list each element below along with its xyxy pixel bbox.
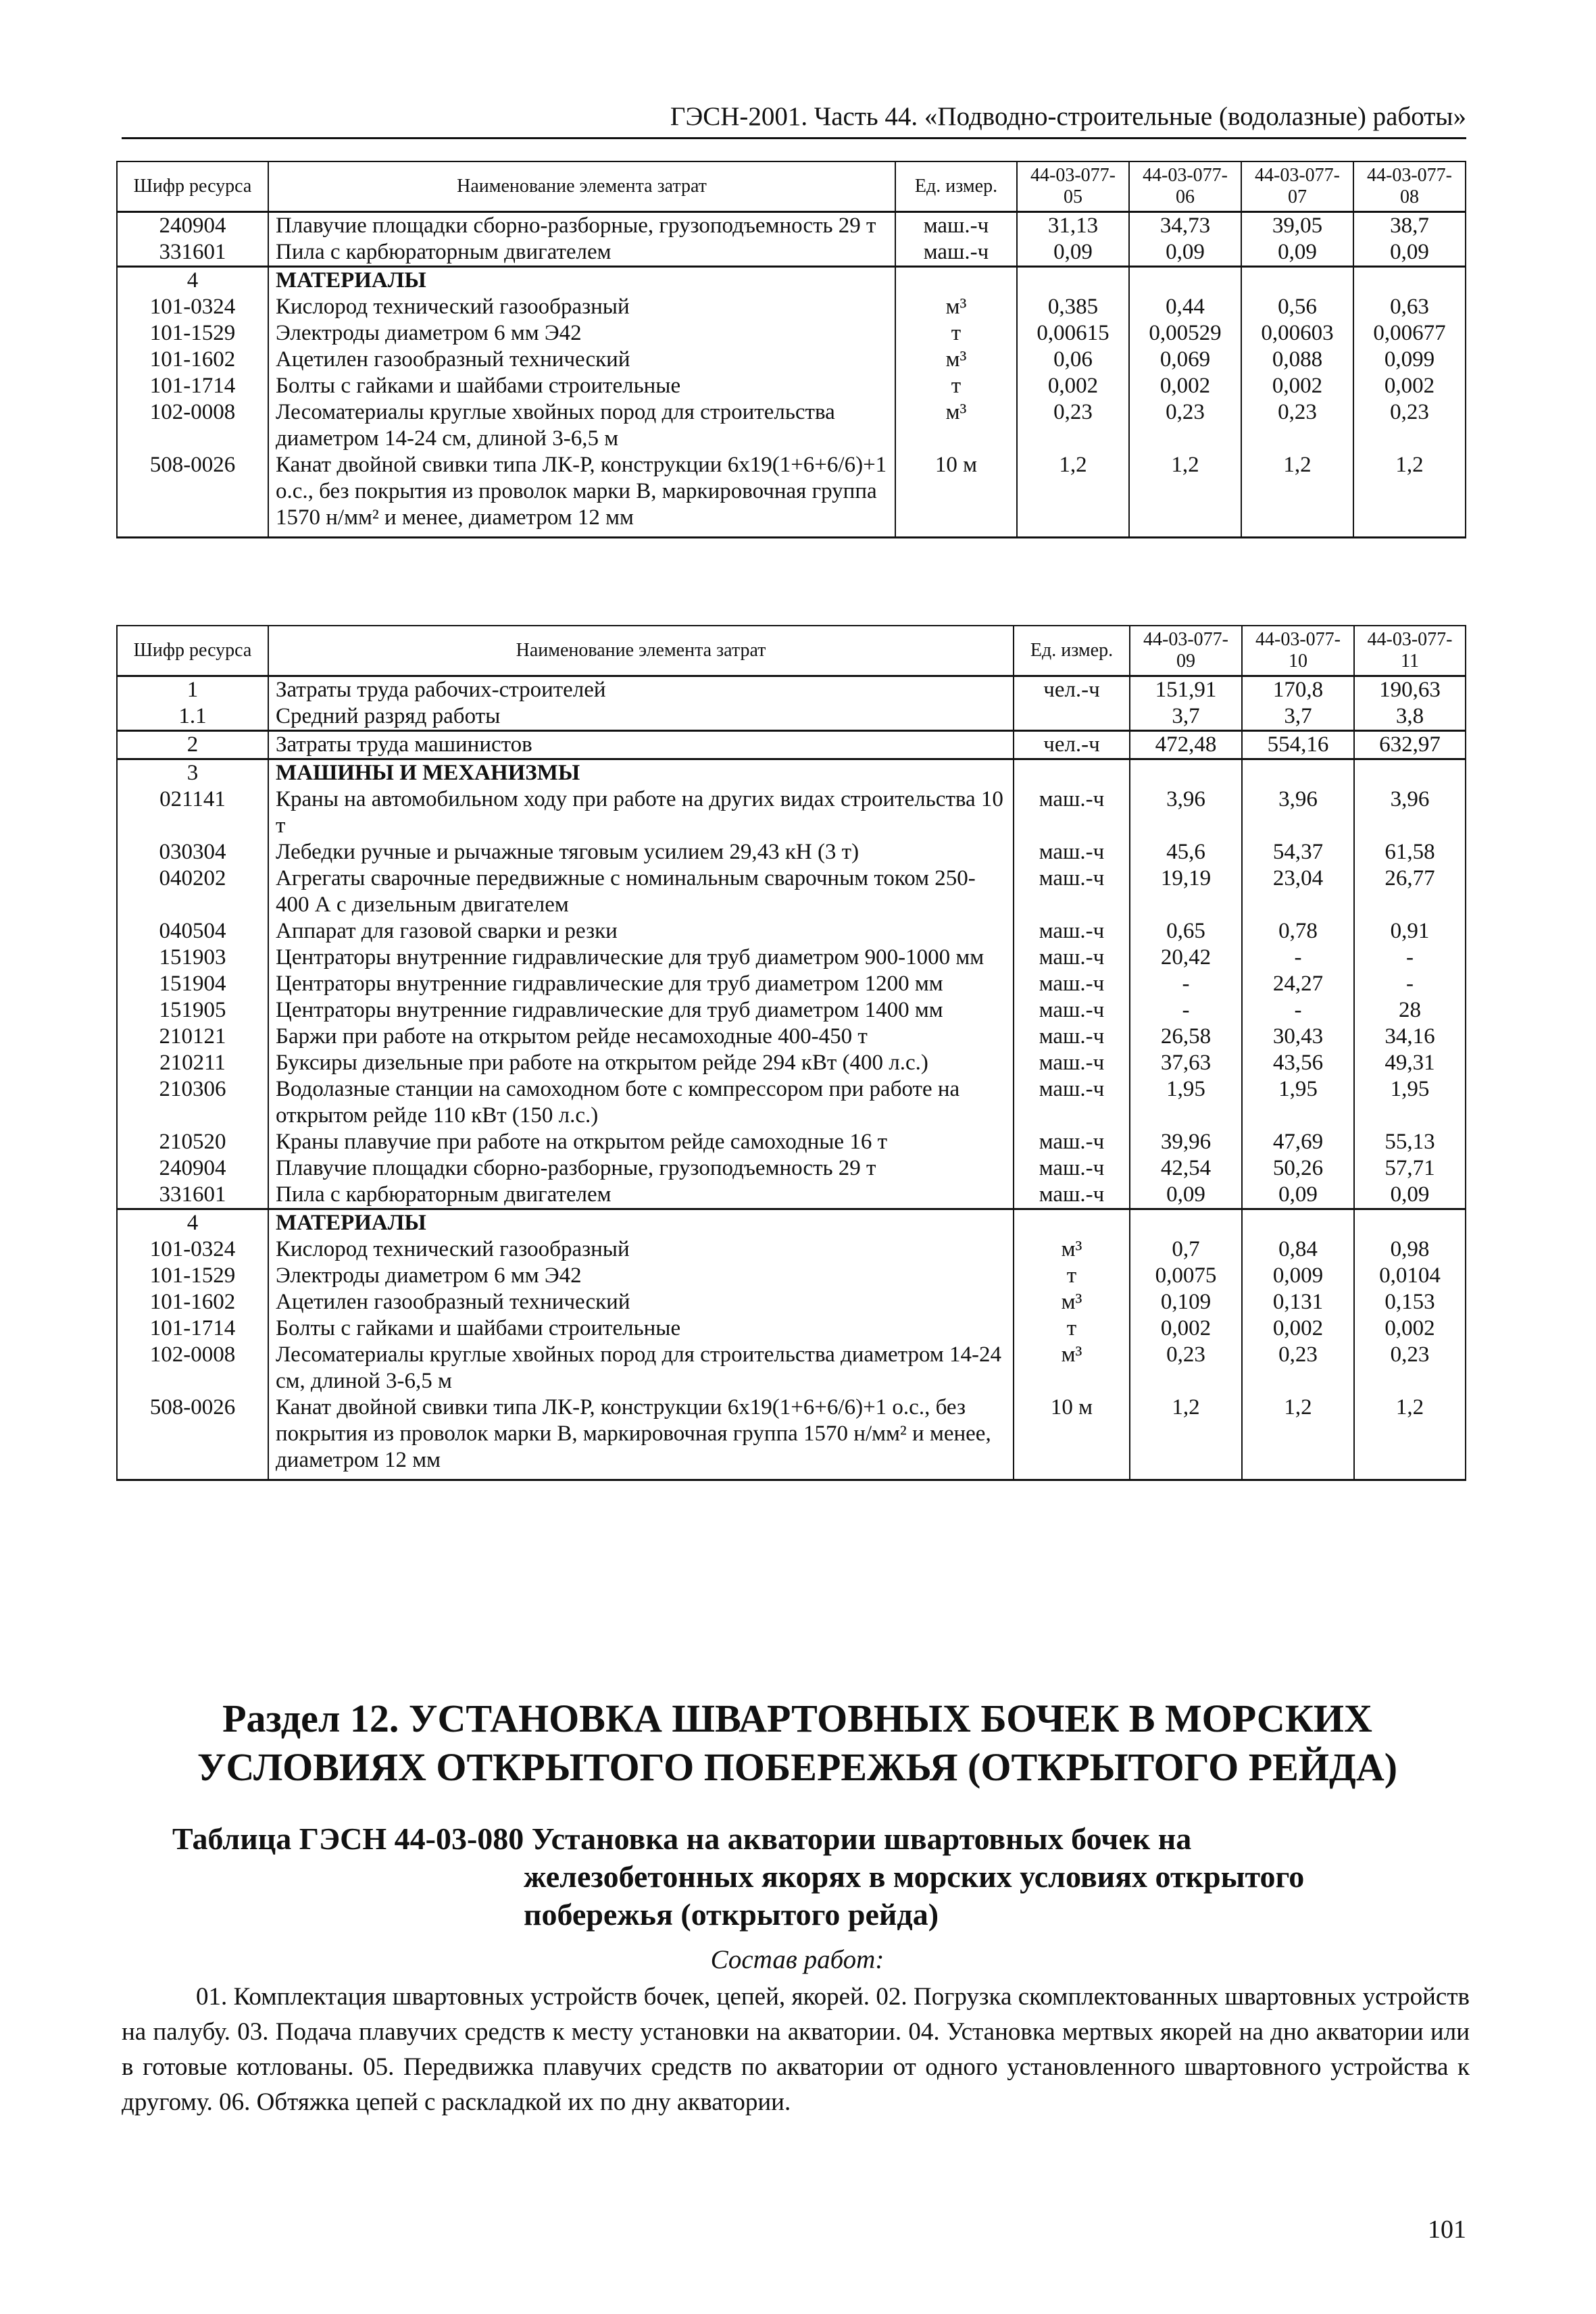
table-title	[172, 1820, 1456, 1934]
cell-norm-value: 1,95	[1354, 1076, 1466, 1129]
cell-norm-value	[1242, 759, 1354, 787]
cell-unit: т	[1014, 1315, 1130, 1342]
cell-norm-value: -	[1354, 945, 1466, 971]
cell-norm-value: 0,002	[1241, 373, 1353, 399]
cell-norm-value	[1017, 267, 1129, 295]
cell-norm-value: 0,109	[1130, 1289, 1242, 1315]
cell-resource-name: Болты с гайками и шайбами строительные	[268, 1315, 1014, 1342]
cell-norm-value: 0,06	[1017, 347, 1129, 373]
cell-norm-value: 0,002	[1129, 373, 1241, 399]
cell-resource-name: МАТЕРИАЛЫ	[268, 267, 895, 295]
cell-unit: 10 м	[1014, 1394, 1130, 1480]
cell-norm-value: 1,2	[1017, 452, 1129, 538]
cell-norm-value: -	[1130, 997, 1242, 1024]
cell-norm-value: 3,8	[1354, 703, 1466, 731]
cell-norm-value: 0,09	[1242, 1182, 1354, 1209]
table-row	[117, 839, 1466, 865]
cell-unit	[895, 267, 1017, 295]
cell-norm-value: 0,78	[1242, 918, 1354, 945]
cell-resource-code: 151903	[117, 945, 268, 971]
cell-resource-name: Электроды диаметром 6 мм Э42	[268, 320, 895, 347]
cell-norm-value: 38,7	[1353, 212, 1466, 240]
cell-unit	[1014, 703, 1130, 731]
cell-resource-name: Аппарат для газовой сварки и резки	[268, 918, 1014, 945]
cell-norm-value: 0,09	[1241, 239, 1353, 267]
cell-unit: м³	[1014, 1236, 1130, 1263]
cell-norm-value: 0,09	[1354, 1182, 1466, 1209]
cell-unit: маш.-ч	[1014, 1182, 1130, 1209]
cell-norm-value: 0,002	[1242, 1315, 1354, 1342]
cell-unit: маш.-ч	[1014, 865, 1130, 918]
cell-resource-code: 210211	[117, 1050, 268, 1076]
cell-norm-value: 0,009	[1242, 1263, 1354, 1289]
table-row	[117, 452, 1466, 538]
cell-resource-code: 040202	[117, 865, 268, 918]
cell-resource-name: Центраторы внутренние гидравлические для труб диаметром 1400 мм	[268, 997, 1014, 1024]
cell-norm-value	[1130, 759, 1242, 787]
cell-norm-value: -	[1354, 971, 1466, 997]
cell-norm-value: 31,13	[1017, 212, 1129, 240]
cell-norm-value: 0,23	[1129, 399, 1241, 452]
cell-norm-value: 0,84	[1242, 1236, 1354, 1263]
table-row	[117, 865, 1466, 918]
cell-unit: маш.-ч	[1014, 839, 1130, 865]
table-row	[117, 1182, 1466, 1209]
cell-norm-value: 0,56	[1241, 294, 1353, 320]
table-row	[117, 239, 1466, 267]
col-header-unit: Ед. измер.	[1014, 626, 1130, 676]
cell-norm-value: -	[1130, 971, 1242, 997]
cell-unit: м³	[895, 399, 1017, 452]
cell-norm-value: 45,6	[1130, 839, 1242, 865]
cell-resource-code: 101-0324	[117, 294, 268, 320]
cell-resource-name: Плавучие площадки сборно-разборные, грузоподъемность 29 т	[268, 1155, 1014, 1182]
cell-norm-value	[1354, 1209, 1466, 1237]
cell-resource-code: 508-0026	[117, 452, 268, 538]
cell-norm-value: 0,131	[1242, 1289, 1354, 1315]
table-row	[117, 1024, 1466, 1050]
col-header-code: Шифр ресурса	[117, 626, 268, 676]
cell-norm-value: 0,65	[1130, 918, 1242, 945]
cell-norm-value	[1353, 267, 1466, 295]
cell-unit: м³	[1014, 1342, 1130, 1394]
cell-resource-code: 331601	[117, 1182, 268, 1209]
cell-resource-name: Канат двойной свивки типа ЛК-Р, конструкции 6х19(1+6+6/6)+1 о.с., без покрытия из проволок марки В, маркировочная группа 1570 н/мм² и менее, диаметром 12 мм	[268, 452, 895, 538]
table-row	[117, 267, 1466, 295]
cell-norm-value: 0,09	[1017, 239, 1129, 267]
cell-norm-value: 190,63	[1354, 676, 1466, 704]
cell-resource-code: 101-0324	[117, 1236, 268, 1263]
cell-norm-value: 24,27	[1242, 971, 1354, 997]
cell-norm-value: 0,00529	[1129, 320, 1241, 347]
cell-resource-name: Буксиры дизельные при работе на открытом рейде 294 кВт (400 л.с.)	[268, 1050, 1014, 1076]
cell-unit: маш.-ч	[895, 239, 1017, 267]
cell-norm-value: 0,385	[1017, 294, 1129, 320]
cell-resource-code: 331601	[117, 239, 268, 267]
table-row	[117, 1209, 1466, 1237]
cell-resource-name: МАШИНЫ И МЕХАНИЗМЫ	[268, 759, 1014, 787]
cell-resource-code: 2	[117, 731, 268, 759]
cell-norm-value: 0,23	[1017, 399, 1129, 452]
table-row	[117, 971, 1466, 997]
cell-norm-value: 43,56	[1242, 1050, 1354, 1076]
cell-norm-value: 3,96	[1242, 786, 1354, 839]
cell-resource-name: Лесоматериалы круглые хвойных пород для строительства диаметром 14-24 см, длиной 3-6,5 м	[268, 1342, 1014, 1394]
cell-norm-value: 0,0104	[1354, 1263, 1466, 1289]
cell-norm-value: 0,23	[1130, 1342, 1242, 1394]
table-row	[117, 399, 1466, 452]
cell-norm-value: 55,13	[1354, 1129, 1466, 1155]
col-header-name: Наименование элемента затрат	[268, 626, 1014, 676]
cell-resource-name: Канат двойной свивки типа ЛК-Р, конструкции 6х19(1+6+6/6)+1 о.с., без покрытия из проволок марки В, маркировочная группа 1570 н/мм² и менее, диаметром 12 мм	[268, 1394, 1014, 1480]
cell-resource-code: 210306	[117, 1076, 268, 1129]
cell-norm-value	[1129, 267, 1241, 295]
cell-norm-value: 0,98	[1354, 1236, 1466, 1263]
cell-norm-value: 0,23	[1354, 1342, 1466, 1394]
cell-norm-value: 34,16	[1354, 1024, 1466, 1050]
cell-norm-value: 472,48	[1130, 731, 1242, 759]
cell-norm-value: 37,63	[1130, 1050, 1242, 1076]
cell-resource-code: 3	[117, 759, 268, 787]
cell-norm-value: 57,71	[1354, 1155, 1466, 1182]
cell-unit: т	[1014, 1263, 1130, 1289]
cell-norm-value: 28	[1354, 997, 1466, 1024]
cell-unit: маш.-ч	[1014, 945, 1130, 971]
cell-unit: м³	[895, 294, 1017, 320]
cell-norm-value	[1130, 1209, 1242, 1237]
cell-resource-code: 151904	[117, 971, 268, 997]
cell-resource-name: Ацетилен газообразный технический	[268, 1289, 1014, 1315]
table-row	[117, 1342, 1466, 1394]
cell-resource-name: Краны плавучие при работе на открытом рейде самоходные 16 т	[268, 1129, 1014, 1155]
cell-unit: маш.-ч	[1014, 971, 1130, 997]
table-row	[117, 1289, 1466, 1315]
cell-norm-value: -	[1242, 945, 1354, 971]
cell-resource-name: Затраты труда машинистов	[268, 731, 1014, 759]
cell-resource-name: Краны на автомобильном ходу при работе на других видах строительства 10 т	[268, 786, 1014, 839]
cell-unit: т	[895, 320, 1017, 347]
cell-resource-code: 021141	[117, 786, 268, 839]
cell-norm-value: 1,95	[1242, 1076, 1354, 1129]
col-header-code: Шифр ресурса	[117, 161, 268, 212]
work-composition-heading: Состав работ:	[710, 1945, 884, 1974]
table-header-row	[117, 161, 1466, 212]
cell-resource-name: Лесоматериалы круглые хвойных пород для строительства диаметром 14-24 см, длиной 3-6,5 м	[268, 399, 895, 452]
table-row	[117, 1050, 1466, 1076]
table-row	[117, 1129, 1466, 1155]
cell-resource-code: 101-1529	[117, 320, 268, 347]
table-row	[117, 347, 1466, 373]
cell-resource-name: Лебедки ручные и рычажные тяговым усилием 29,43 кН (3 т)	[268, 839, 1014, 865]
cell-norm-value: 0,09	[1129, 239, 1241, 267]
table-row	[117, 918, 1466, 945]
cell-norm-value: 1,2	[1130, 1394, 1242, 1480]
cell-resource-code: 1	[117, 676, 268, 704]
cell-norm-value: 1,95	[1130, 1076, 1242, 1129]
col-header-norm: 44-03-077-09	[1130, 626, 1242, 676]
col-header-norm: 44-03-077-10	[1242, 626, 1354, 676]
cell-resource-code: 101-1602	[117, 1289, 268, 1315]
cell-norm-value: 0,00603	[1241, 320, 1353, 347]
table-row	[117, 373, 1466, 399]
cell-norm-value: 3,7	[1242, 703, 1354, 731]
cell-norm-value	[1354, 759, 1466, 787]
cell-norm-value: 54,37	[1242, 839, 1354, 865]
resource-table-2	[116, 625, 1466, 1481]
cell-unit: маш.-ч	[1014, 997, 1130, 1024]
col-header-norm: 44-03-077-08	[1353, 161, 1466, 212]
cell-unit: м³	[895, 347, 1017, 373]
cell-norm-value: 1,2	[1129, 452, 1241, 538]
cell-norm-value: 0,44	[1129, 294, 1241, 320]
cell-unit: чел.-ч	[1014, 731, 1130, 759]
cell-unit: маш.-ч	[1014, 1024, 1130, 1050]
cell-norm-value: 34,73	[1129, 212, 1241, 240]
cell-norm-value: 0,002	[1017, 373, 1129, 399]
cell-resource-code: 030304	[117, 839, 268, 865]
cell-norm-value: 3,96	[1354, 786, 1466, 839]
cell-resource-code: 101-1714	[117, 373, 268, 399]
cell-norm-value: 0,09	[1130, 1182, 1242, 1209]
cell-resource-code: 4	[117, 1209, 268, 1237]
cell-norm-value: 49,31	[1354, 1050, 1466, 1076]
cell-resource-code: 102-0008	[117, 399, 268, 452]
cell-unit: маш.-ч	[1014, 786, 1130, 839]
cell-unit: 10 м	[895, 452, 1017, 538]
cell-norm-value: 42,54	[1130, 1155, 1242, 1182]
cell-norm-value: 0,00615	[1017, 320, 1129, 347]
cell-norm-value: 151,91	[1130, 676, 1242, 704]
cell-resource-name: Ацетилен газообразный технический	[268, 347, 895, 373]
cell-norm-value: 1,2	[1353, 452, 1466, 538]
cell-norm-value: 23,04	[1242, 865, 1354, 918]
cell-resource-name: Баржи при работе на открытом рейде несамоходные 400-450 т	[268, 1024, 1014, 1050]
cell-unit: маш.-ч	[1014, 918, 1130, 945]
table-row	[117, 676, 1466, 704]
cell-norm-value: 0,088	[1241, 347, 1353, 373]
cell-resource-code: 240904	[117, 1155, 268, 1182]
cell-norm-value: 47,69	[1242, 1129, 1354, 1155]
cell-norm-value: 0,153	[1354, 1289, 1466, 1315]
cell-resource-name: Кислород технический газообразный	[268, 1236, 1014, 1263]
cell-resource-code: 508-0026	[117, 1394, 268, 1480]
cell-norm-value: 3,7	[1130, 703, 1242, 731]
section-title: Раздел 12. УСТАНОВКА ШВАРТОВНЫХ БОЧЕК В МОРСКИХ УСЛОВИЯХ ОТКРЫТОГО ПОБЕРЕЖЬЯ (ОТКРЫТОГО РЕЙДА)	[197, 1696, 1398, 1789]
cell-unit: чел.-ч	[1014, 676, 1130, 704]
cell-norm-value: 1,2	[1354, 1394, 1466, 1480]
cell-norm-value: 0,63	[1353, 294, 1466, 320]
cell-norm-value: 20,42	[1130, 945, 1242, 971]
table-row	[117, 945, 1466, 971]
cell-resource-name: МАТЕРИАЛЫ	[268, 1209, 1014, 1237]
cell-resource-code: 210121	[117, 1024, 268, 1050]
cell-resource-name: Кислород технический газообразный	[268, 294, 895, 320]
table-row	[117, 759, 1466, 787]
cell-resource-name: Водолазные станции на самоходном боте с компрессором при работе на открытом рейде 110 кВт (150 л.с.)	[268, 1076, 1014, 1129]
cell-resource-name: Затраты труда рабочих-строителей	[268, 676, 1014, 704]
cell-norm-value: 170,8	[1242, 676, 1354, 704]
table-row	[117, 1236, 1466, 1263]
cell-norm-value: 0,91	[1354, 918, 1466, 945]
resource-table-1	[116, 161, 1466, 538]
cell-resource-name: Агрегаты сварочные передвижные с номинальным сварочным током 250-400 А с дизельным двигателем	[268, 865, 1014, 918]
cell-norm-value: 0,23	[1241, 399, 1353, 452]
cell-resource-code: 101-1714	[117, 1315, 268, 1342]
col-header-norm: 44-03-077-07	[1241, 161, 1353, 212]
cell-norm-value: 0,23	[1353, 399, 1466, 452]
table-header-row	[117, 626, 1466, 676]
table-row	[117, 1076, 1466, 1129]
table-row	[117, 320, 1466, 347]
cell-norm-value: -	[1242, 997, 1354, 1024]
cell-resource-code: 040504	[117, 918, 268, 945]
cell-norm-value: 19,19	[1130, 865, 1242, 918]
table-row	[117, 997, 1466, 1024]
cell-unit	[1014, 759, 1130, 787]
cell-resource-code: 210520	[117, 1129, 268, 1155]
cell-norm-value: 0,069	[1129, 347, 1241, 373]
cell-resource-code: 151905	[117, 997, 268, 1024]
cell-norm-value: 0,002	[1130, 1315, 1242, 1342]
cell-unit: т	[895, 373, 1017, 399]
cell-norm-value: 1,2	[1241, 452, 1353, 538]
cell-resource-name: Средний разряд работы	[268, 703, 1014, 731]
table-row	[117, 1394, 1466, 1480]
cell-unit	[1014, 1209, 1130, 1237]
cell-resource-name: Плавучие площадки сборно-разборные, грузоподъемность 29 т	[268, 212, 895, 240]
table-row	[117, 703, 1466, 731]
cell-unit: маш.-ч	[1014, 1155, 1130, 1182]
cell-norm-value: 39,05	[1241, 212, 1353, 240]
running-header: ГЭСН-2001. Часть 44. «Подводно-строительные (водолазные) работы»	[122, 101, 1466, 139]
cell-norm-value: 554,16	[1242, 731, 1354, 759]
cell-norm-value: 3,96	[1130, 786, 1242, 839]
cell-norm-value: 0,23	[1242, 1342, 1354, 1394]
cell-resource-name: Пила с карбюраторным двигателем	[268, 1182, 1014, 1209]
cell-norm-value	[1242, 1209, 1354, 1237]
work-composition-text: 01. Комплектация швартовных устройств бочек, цепей, якорей. 02. Погрузка скомплектованных швартовных устройств на палубу. 03. Подача плавучих средств к месту установки на акватории. 04. Установка мертвых якорей на дно акватории или в готовые котлованы. 05. Передвижка плавучих средств по акватории от одного установленного швартовного устройства к другому. 06. Обтяжка цепей с раскладкой их по дну акватории.	[122, 1983, 1470, 2116]
table-title-continuation: железобетонных якорях в морских условиях открытого побережья (открытого рейда)	[524, 1859, 1305, 1932]
cell-norm-value: 0,099	[1353, 347, 1466, 373]
col-header-norm: 44-03-077-06	[1129, 161, 1241, 212]
col-header-norm: 44-03-077-05	[1017, 161, 1129, 212]
cell-resource-code: 1.1	[117, 703, 268, 731]
cell-unit: м³	[1014, 1289, 1130, 1315]
cell-resource-code: 4	[117, 267, 268, 295]
table-row	[117, 1155, 1466, 1182]
cell-norm-value: 30,43	[1242, 1024, 1354, 1050]
cell-resource-code: 240904	[117, 212, 268, 240]
table-row	[117, 1315, 1466, 1342]
cell-norm-value: 0,0075	[1130, 1263, 1242, 1289]
cell-norm-value: 0,002	[1353, 373, 1466, 399]
cell-norm-value: 0,00677	[1353, 320, 1466, 347]
col-header-name: Наименование элемента затрат	[268, 161, 895, 212]
cell-norm-value: 0,09	[1353, 239, 1466, 267]
cell-norm-value: 0,7	[1130, 1236, 1242, 1263]
table-row	[117, 731, 1466, 759]
cell-resource-code: 102-0008	[117, 1342, 268, 1394]
cell-resource-name: Болты с гайками и шайбами строительные	[268, 373, 895, 399]
cell-unit: маш.-ч	[1014, 1076, 1130, 1129]
cell-norm-value: 1,2	[1242, 1394, 1354, 1480]
cell-resource-name: Электроды диаметром 6 мм Э42	[268, 1263, 1014, 1289]
cell-norm-value: 26,58	[1130, 1024, 1242, 1050]
table-row	[117, 1263, 1466, 1289]
table-row	[117, 294, 1466, 320]
cell-norm-value: 50,26	[1242, 1155, 1354, 1182]
cell-norm-value: 26,77	[1354, 865, 1466, 918]
cell-norm-value: 632,97	[1354, 731, 1466, 759]
cell-resource-code: 101-1602	[117, 347, 268, 373]
cell-unit: маш.-ч	[895, 212, 1017, 240]
cell-norm-value: 39,96	[1130, 1129, 1242, 1155]
cell-resource-code: 101-1529	[117, 1263, 268, 1289]
cell-resource-name: Центраторы внутренние гидравлические для труб диаметром 900-1000 мм	[268, 945, 1014, 971]
col-header-unit: Ед. измер.	[895, 161, 1017, 212]
cell-norm-value: 61,58	[1354, 839, 1466, 865]
cell-unit: маш.-ч	[1014, 1129, 1130, 1155]
table-row	[117, 786, 1466, 839]
cell-resource-name: Пила с карбюраторным двигателем	[268, 239, 895, 267]
cell-resource-name: Центраторы внутренние гидравлические для труб диаметром 1200 мм	[268, 971, 1014, 997]
cell-norm-value	[1241, 267, 1353, 295]
table-title-lead: Таблица ГЭСН 44-03-080 Установка на акватории швартовных бочек на	[172, 1821, 1192, 1856]
cell-unit: маш.-ч	[1014, 1050, 1130, 1076]
table-row	[117, 212, 1466, 240]
cell-norm-value: 0,002	[1354, 1315, 1466, 1342]
col-header-norm: 44-03-077-11	[1354, 626, 1466, 676]
page-number: 101	[1428, 2215, 1466, 2244]
